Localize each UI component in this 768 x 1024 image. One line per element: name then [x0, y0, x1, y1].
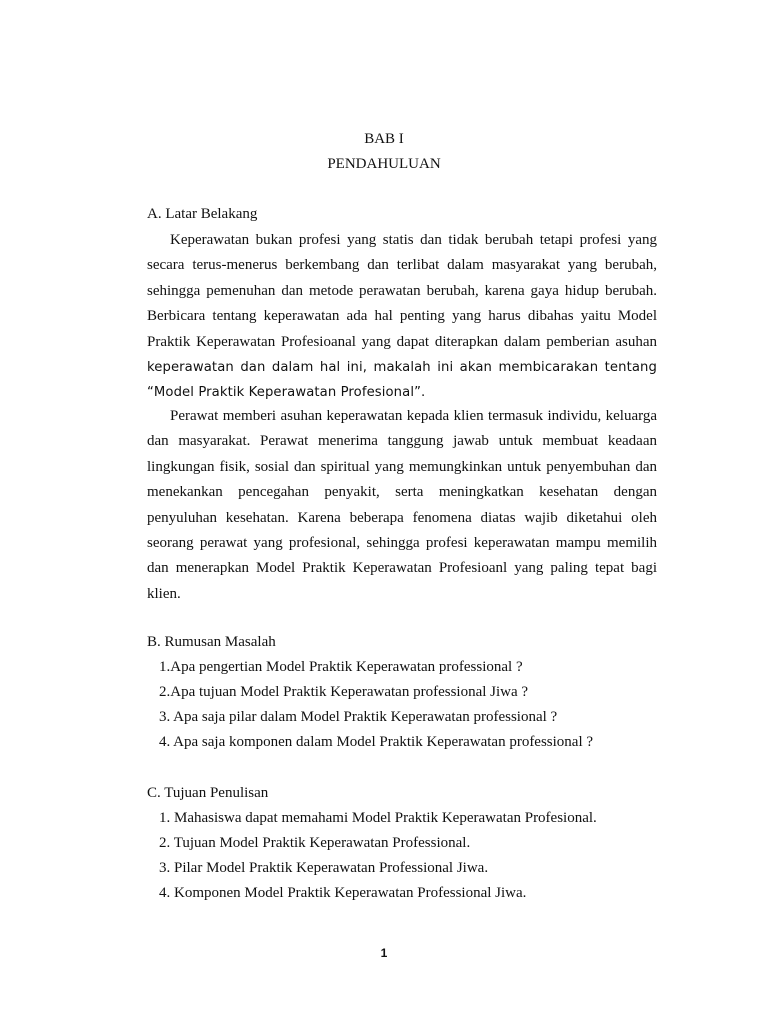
section-a-paragraph-1: [147, 228, 657, 406]
page-number: 1: [380, 946, 388, 960]
list-item: 4. Komponen Model Praktik Keperawatan Professional Jiwa.: [159, 885, 527, 901]
section-b-heading: B. Rumusan Masalah: [147, 634, 276, 650]
paragraph-2-text: Perawat memberi asuhan keperawatan kepada klien termasuk individu, keluarga dan masyarakat. Perawat menerima tanggung jawab untuk membuat keadaan lingkungan fisik, sosial dan spiritual yang memungkinkan untuk penyembuhan dan menekankan pencegahan penyakit, serta meningkatkan kesehatan dengan penyuluhan kesehatan. Karena beberapa fenomena diatas wajib diketahui oleh seorang perawat yang profesional, sehingga profesi keperawatan mampu memilih dan menerapkan Model Praktik Keperawatan Profesioanl yang paling tepat bagi klien.: [147, 408, 657, 602]
list-item: 3. Pilar Model Praktik Keperawatan Professional Jiwa.: [159, 860, 489, 876]
list-item: 1. Mahasiswa dapat memahami Model Praktik Keperawatan Profesional.: [159, 810, 597, 826]
list-item: 4. Apa saja komponen dalam Model Praktik Keperawatan professional ?: [159, 734, 594, 750]
section-a-heading: A. Latar Belakang: [147, 206, 258, 222]
list-item: 2. Tujuan Model Praktik Keperawatan Professional.: [159, 835, 471, 851]
chapter-title: PENDAHULUAN: [327, 156, 441, 172]
section-a-paragraph-2: [147, 404, 657, 607]
list-item: 1.Apa pengertian Model Praktik Keperawatan professional ?: [159, 659, 523, 675]
list-item: 3. Apa saja pilar dalam Model Praktik Keperawatan professional ?: [159, 709, 558, 725]
paragraph-1-serif-text: Keperawatan bukan profesi yang statis dan tidak berubah tetapi profesi yang secara terus-menerus berkembang dan terlibat dalam masyarakat yang berubah, sehingga pemenuhan dan metode perawatan berubah, karena gaya hidup berubah. Berbicara tentang keperawatan ada hal penting yang harus dibahas yaitu Model Praktik Keperawatan Profesioanal yang dapat diterapkan dalam pemberian asuhan: [147, 232, 657, 350]
paragraph-1-sans-text: keperawatan dan dalam hal ini, makalah ini akan membicarakan tentang “Model Praktik Keperawatan Profesional”.: [147, 360, 657, 401]
section-c-heading: C. Tujuan Penulisan: [147, 785, 269, 801]
list-item: 2.Apa tujuan Model Praktik Keperawatan professional Jiwa ?: [159, 684, 529, 700]
chapter-number: BAB I: [364, 131, 404, 147]
